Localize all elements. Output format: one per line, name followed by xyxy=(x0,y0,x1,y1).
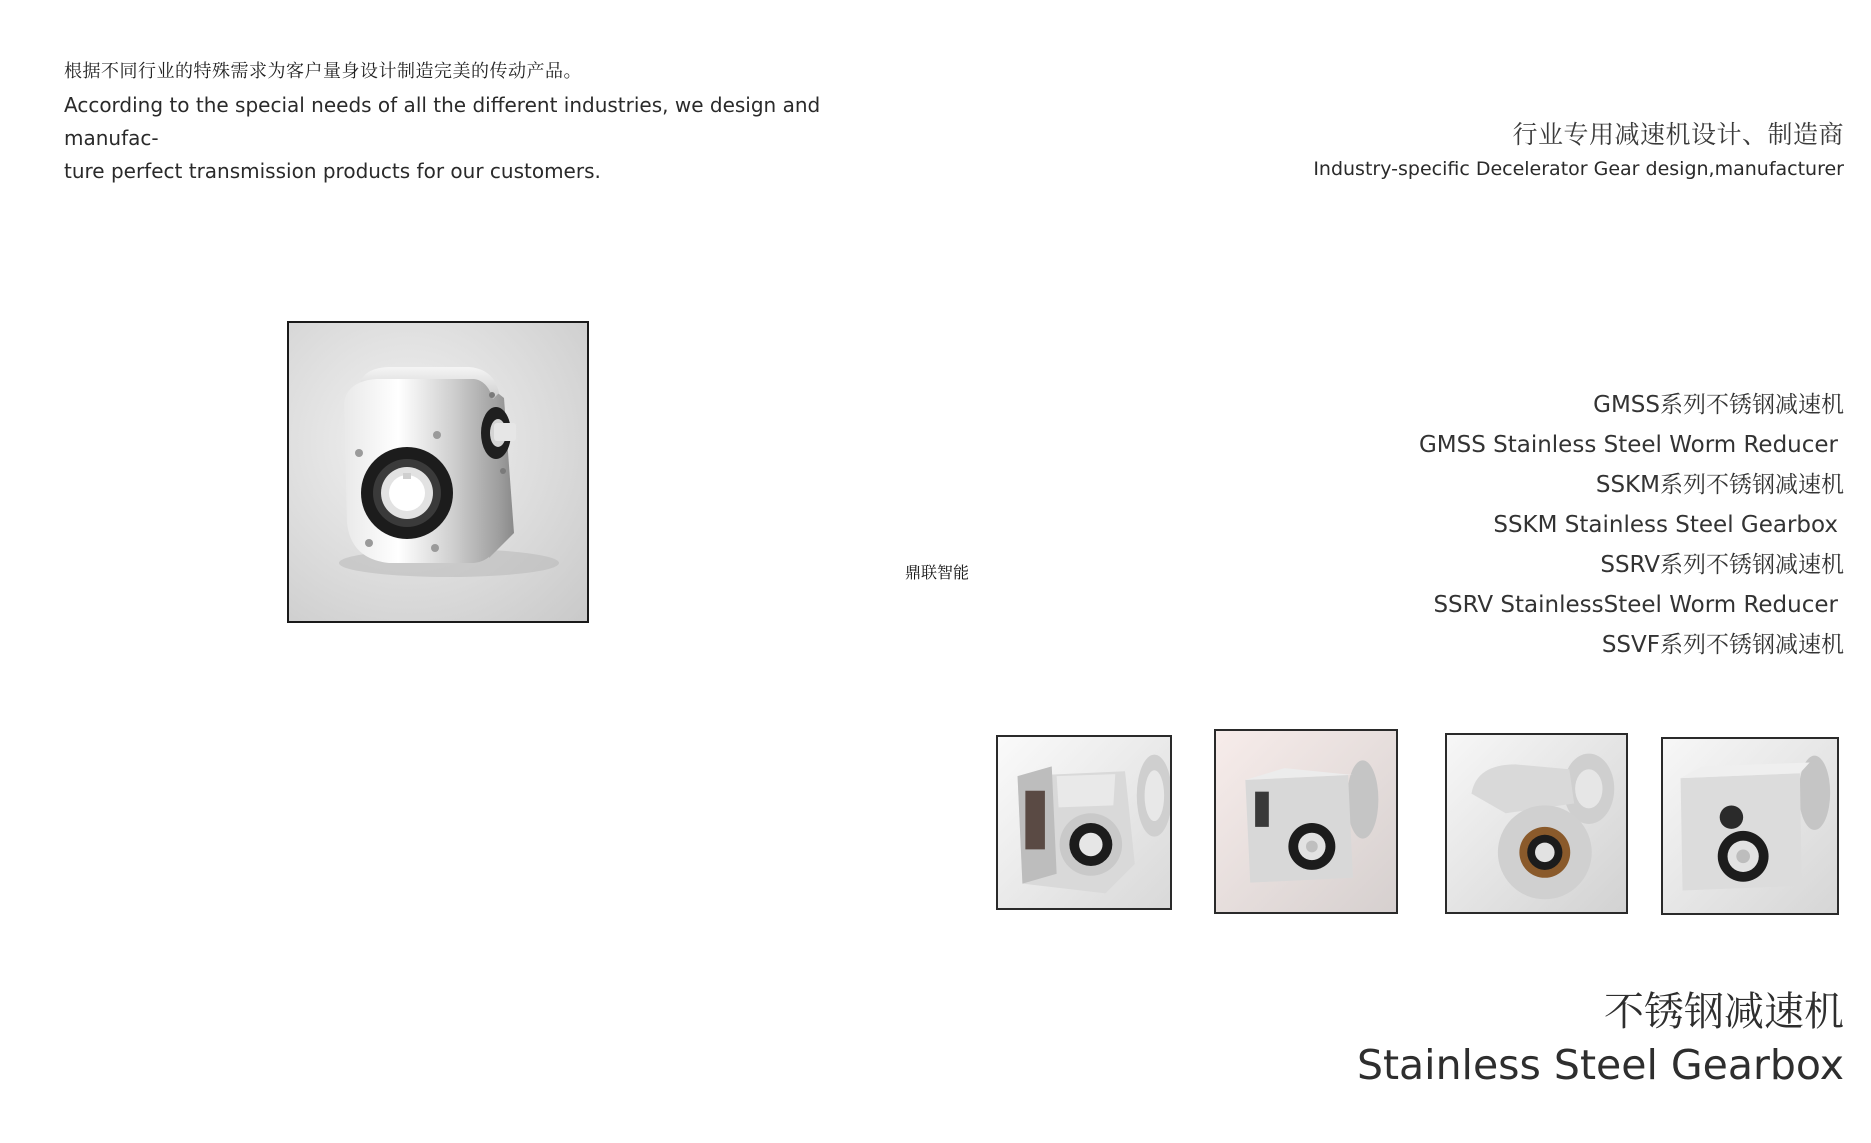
intro-text xyxy=(64,58,884,188)
section-title-chinese: 不锈钢减速机 xyxy=(1604,989,1844,1035)
worm-reducer-illustration xyxy=(1663,739,1837,913)
product-thumbnail-1 xyxy=(996,735,1172,910)
product-item: SSRV StainlessSteel Worm Reducer xyxy=(1433,592,1838,618)
product-thumbnail-3 xyxy=(1445,733,1628,914)
section-title-english: Stainless Steel Gearbox xyxy=(1356,1041,1844,1089)
brand-name: 鼎联智能 xyxy=(905,563,970,582)
product-item: SSKM系列不锈钢减速机 xyxy=(1595,472,1844,498)
worm-reducer-illustration xyxy=(1216,731,1396,912)
product-item: SSKM Stainless Steel Gearbox xyxy=(1493,512,1838,538)
intro-english xyxy=(64,89,884,188)
product-item: SSVF系列不锈钢减速机 xyxy=(1601,632,1844,658)
tagline-chinese: 行业专用减速机设计、制造商 xyxy=(1512,120,1844,149)
intro-english-line-1: According to the special needs of all the different industries, we design and manufac- xyxy=(64,93,821,150)
section-title xyxy=(1357,986,1844,1092)
worm-reducer-illustration xyxy=(998,737,1170,908)
product-thumbnail-2 xyxy=(1214,729,1398,914)
intro-chinese: 根据不同行业的特殊需求为客户量身设计制造完美的传动产品。 xyxy=(64,61,582,82)
product-item: SSRV系列不锈钢减速机 xyxy=(1600,552,1844,578)
main-product-image xyxy=(287,321,589,623)
intro-english-line-2: ture perfect transmission products for our customers. xyxy=(64,159,601,183)
tagline-english: Industry-specific Decelerator Gear design,manufacturer xyxy=(1313,158,1844,180)
product-series-list xyxy=(1419,385,1844,665)
product-item: GMSS系列不锈钢减速机 xyxy=(1593,392,1844,418)
product-item: GMSS Stainless Steel Worm Reducer xyxy=(1418,432,1838,458)
company-tagline xyxy=(1313,118,1844,184)
stainless-gearbox-illustration xyxy=(289,323,587,621)
product-thumbnail-4 xyxy=(1661,737,1839,915)
worm-reducer-illustration xyxy=(1447,735,1626,912)
